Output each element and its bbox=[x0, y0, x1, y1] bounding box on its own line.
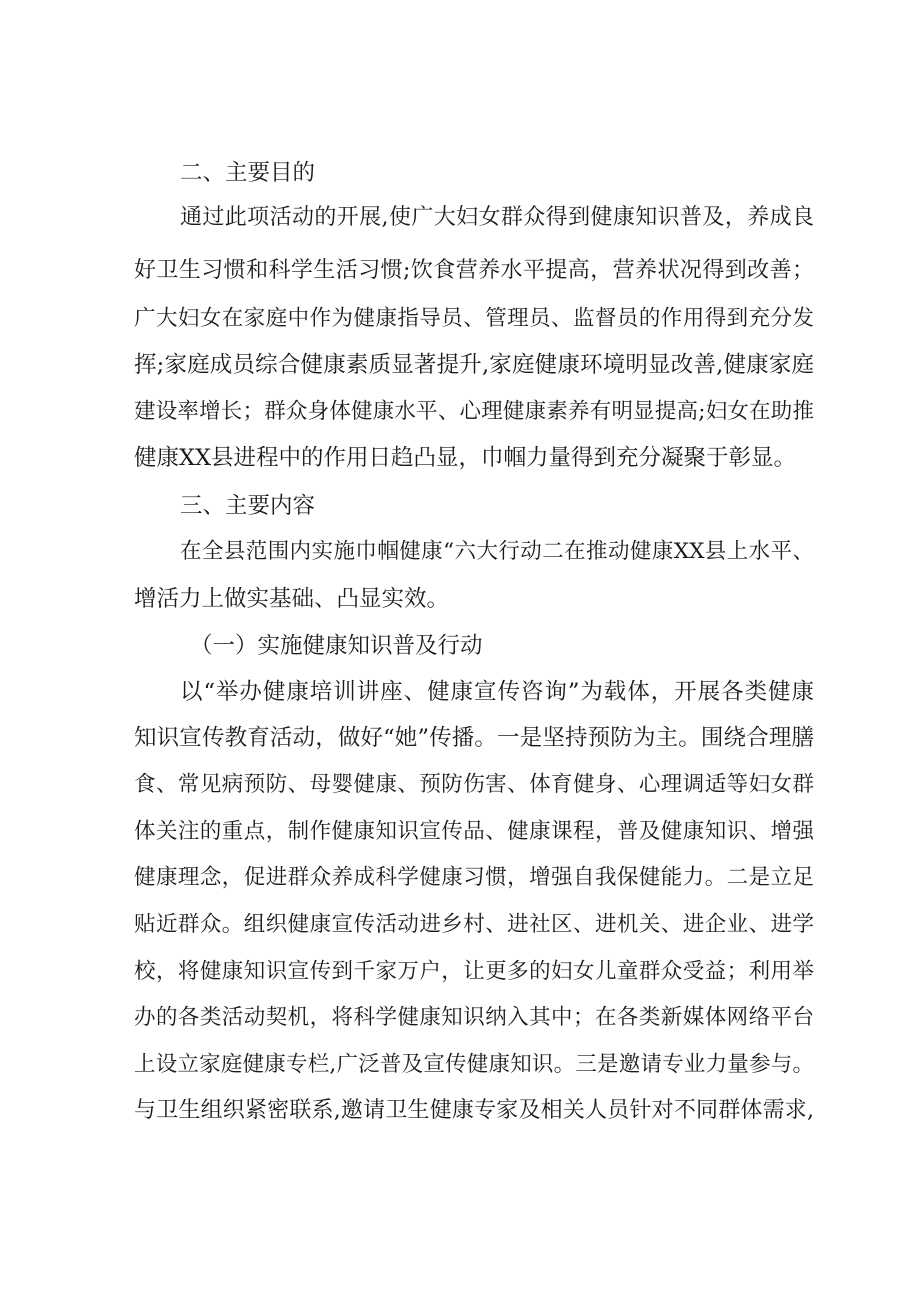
paragraph-line: 与卫生组织紧密联系,邀请卫生健康专家及相关人员针对不同群体需求, bbox=[134, 1098, 814, 1123]
paragraph-line: 在全县范围内实施巾帼健康“六大行动二在推动健康XX县上水平、 bbox=[180, 539, 814, 564]
paragraph-line: 体关注的重点，制作健康知识宣传品、健康课程，普及健康知识、增强 bbox=[134, 819, 814, 844]
paragraph-line: 好卫生习惯和科学生活习惯;饮食营养水平提高，营养状况得到改善； bbox=[134, 258, 814, 283]
subsection-heading-knowledge: （一）实施健康知识普及行动 bbox=[190, 633, 483, 659]
paragraph-line: 校，将健康知识宣传到千家万户，让更多的妇女儿童群众受益；利用举 bbox=[134, 959, 814, 984]
paragraph-line: 办的各类活动契机，将科学健康知识纳入其中；在各类新媒体网络平台 bbox=[134, 1005, 814, 1030]
paragraph-line: 增活力上做实基础、凸显实效。 bbox=[134, 586, 450, 612]
paragraph-line: 通过此项活动的开展,使广大妇女群众得到健康知识普及，养成良 bbox=[180, 205, 814, 230]
section-heading-content: 三、主要内容 bbox=[180, 493, 316, 519]
paragraph-line: 上设立家庭健康专栏,广泛普及宣传健康知识。三是邀请专业力量参与。 bbox=[134, 1052, 814, 1077]
paragraph-line: 以“举办健康培训讲座、健康宣传咨询”为载体，开展各类健康 bbox=[180, 679, 814, 705]
paragraph-line: 贴近群众。组织健康宣传活动进乡村、进社区、进机关、进企业、进学 bbox=[134, 912, 814, 937]
paragraph-line: 健康XX县进程中的作用日趋凸显，巾帼力量得到充分凝聚于彰显。 bbox=[134, 445, 797, 471]
paragraph-line: 知识宣传教育活动，做好“她”传播。一是坚持预防为主。围绕合理膳 bbox=[134, 725, 814, 751]
section-heading-purpose: 二、主要目的 bbox=[180, 160, 316, 186]
paragraph-line: 广大妇女在家庭中作为健康指导员、管理员、监督员的作用得到充分发 bbox=[134, 306, 814, 331]
paragraph-line: 食、常见病预防、母婴健康、预防伤害、体育健身、心理调适等妇女群 bbox=[134, 772, 814, 797]
paragraph-line: 挥;家庭成员综合健康素质显著提升,家庭健康环境明显改善,健康家庭 bbox=[134, 352, 814, 378]
paragraph-line: 建设率增长；群众身体健康水平、心理健康素养有明显提高;妇女在助推 bbox=[134, 399, 814, 424]
paragraph-line: 健康理念，促进群众养成科学健康习惯，增强自我保健能力。二是立足 bbox=[134, 865, 814, 890]
